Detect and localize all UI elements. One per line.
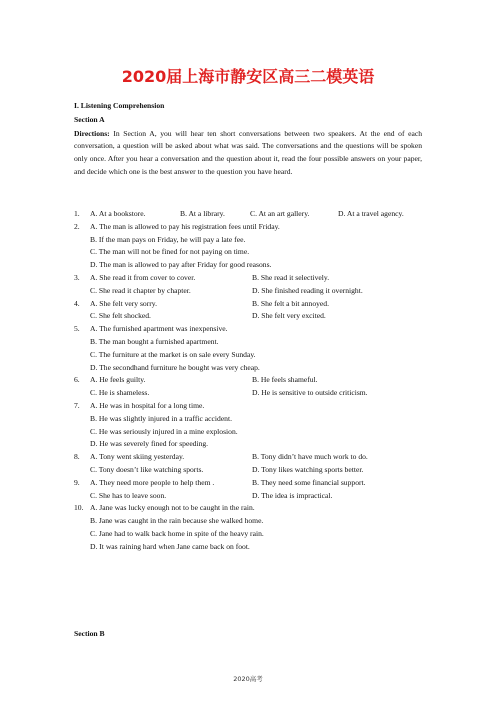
option-a: A. The man is allowed to pay his registration fees until Friday. <box>90 221 280 231</box>
option-b: B. He was slightly injured in a traffic accident. <box>90 413 232 423</box>
options <box>90 298 329 324</box>
question-10 <box>74 502 422 553</box>
option-c: C. She read it chapter by chapter. <box>90 285 191 295</box>
option-a: A. She felt very sorry. <box>90 298 157 308</box>
option-a: A. Jane was lucky enough not to be caught in the rain. <box>90 503 255 513</box>
option-b: B. If the man pays on Friday, he will pay a late fee. <box>90 234 246 244</box>
option-a: A. At a bookstore. <box>90 209 146 218</box>
question-3 <box>74 272 422 298</box>
options <box>90 221 280 272</box>
option-d: D. He was severely fined for speeding. <box>90 439 209 449</box>
option-b: B. At a library. <box>180 209 225 218</box>
option-a: A. She read it from cover to cover. <box>90 272 196 282</box>
question-number: 8. <box>74 452 80 462</box>
option-a: A. Tony went skiing yesterday. <box>90 452 185 462</box>
option-c: C. Jane had to walk back home in spite of the heavy rain. <box>90 528 264 538</box>
question-1 <box>74 208 422 221</box>
option-a: A. He was in hospital for a long time. <box>90 400 205 410</box>
question-9 <box>74 477 422 503</box>
page-footer: 2020高考 <box>233 675 263 683</box>
question-7 <box>74 400 422 451</box>
option-a: A. The furnished apartment was inexpensive. <box>90 324 228 334</box>
option-c: C. At an art gallery. <box>250 209 310 218</box>
option-a: A. They need more people to help them . <box>90 477 215 487</box>
document-title: 2020届上海市静安区高三二模英语 <box>121 67 375 86</box>
options <box>90 323 260 374</box>
question-number: 7. <box>74 400 80 410</box>
option-c: C. She has to leave soon. <box>90 490 167 500</box>
question-number: 9. <box>74 477 80 487</box>
question-number: 6. <box>74 375 80 385</box>
option-d: D. The secondhand furniture he bought was very cheap. <box>90 362 260 372</box>
listening-intro <box>74 100 422 179</box>
question-number: 4. <box>74 298 80 308</box>
option-c: C. He is shameless. <box>90 388 150 398</box>
option-d: D. The idea is impractical. <box>252 490 333 500</box>
option-d: D. Tony likes watching sports better. <box>252 464 364 474</box>
directions-paragraph <box>74 128 422 179</box>
option-c: C. The man will not be fined for not paying on time. <box>90 247 250 257</box>
option-c: C. The furniture at the market is on sale every Sunday. <box>90 349 256 359</box>
part-heading: I. Listening Comprehension <box>74 101 165 110</box>
option-b: B. She read it selectively. <box>252 272 330 282</box>
options <box>90 208 404 221</box>
question-list <box>74 208 422 554</box>
section-b-heading: Section B <box>74 629 105 638</box>
question-number: 2. <box>74 221 80 231</box>
directions-text: In Section A, you will hear ten short conversations between two speakers. At the end of each conversation, a question will be asked about what was said. The conversations and the questions will be spoken only once. After you hear a conversation and the question about it, read the four possible answers on your paper, and decide which one is the best answer to the question you have heard. <box>74 128 422 176</box>
option-d: D. The man is allowed to pay after Friday for good reasons. <box>90 260 272 270</box>
option-c: C. He was seriously injured in a mine explosion. <box>90 426 238 436</box>
option-b: B. He feels shameful. <box>252 375 318 385</box>
section-a-heading: Section A <box>74 114 105 124</box>
options <box>90 477 366 503</box>
options <box>90 374 368 400</box>
question-2 <box>74 221 422 272</box>
option-b: B. Tony didn’t have much work to do. <box>252 452 368 462</box>
option-d: D. It was raining hard when Jane came back on foot. <box>90 541 250 551</box>
options <box>90 502 264 553</box>
question-8 <box>74 451 422 477</box>
option-d: D. He is sensitive to outside criticism. <box>252 388 368 398</box>
option-c: C. She felt shocked. <box>90 311 151 321</box>
option-a: A. He feels guilty. <box>90 375 146 385</box>
question-6 <box>74 374 422 400</box>
option-b: B. Jane was caught in the rain because she walked home. <box>90 516 264 526</box>
option-d: D. At a travel agency. <box>338 209 404 218</box>
question-number: 3. <box>74 272 80 282</box>
option-c: C. Tony doesn’t like watching sports. <box>90 464 204 474</box>
option-b: B. They need some financial support. <box>252 477 366 487</box>
options <box>90 400 238 451</box>
question-number: 10. <box>74 503 84 513</box>
option-d: D. She felt very excited. <box>252 311 326 321</box>
options <box>90 451 368 477</box>
option-b: B. She felt a bit annoyed. <box>252 298 329 308</box>
option-d: D. She finished reading it overnight. <box>252 285 363 295</box>
directions-label: Directions: <box>74 128 110 138</box>
question-5 <box>74 323 422 374</box>
options <box>90 272 363 298</box>
question-number: 1. <box>74 209 80 218</box>
option-b: B. The man bought a furnished apartment. <box>90 336 219 346</box>
question-number: 5. <box>74 324 80 334</box>
question-4 <box>74 298 422 324</box>
